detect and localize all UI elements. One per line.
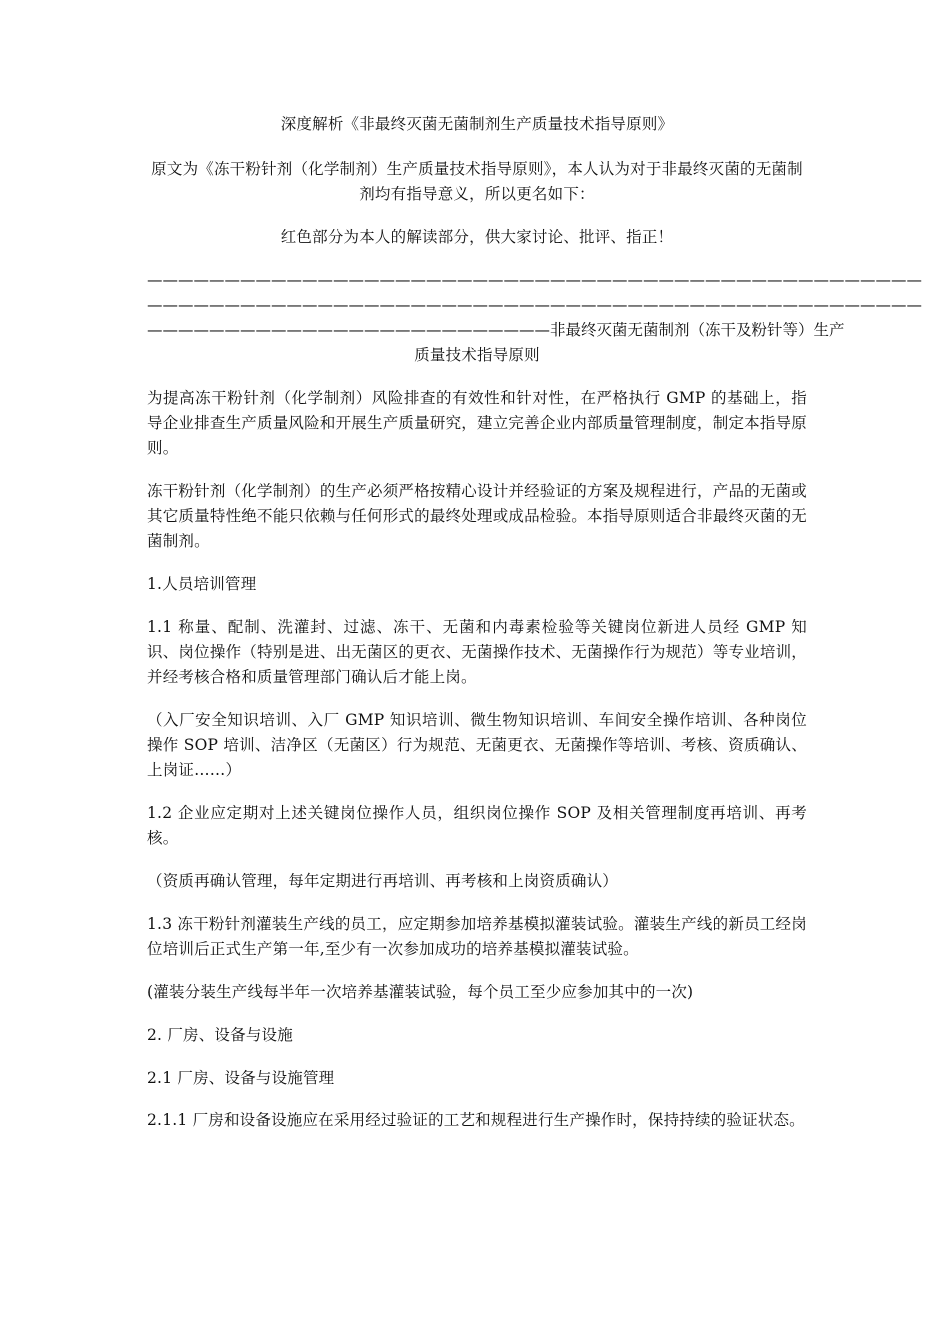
subtitle-line (147, 318, 845, 343)
item-1-1: 1.1 称量、配制、洗灌封、过滤、冻干、无菌和内毒素检验等关键岗位新进人员经 GMP 知识、岗位操作（特别是进、出无菌区的更衣、无菌操作技术、无菌操作行为规范）等专业培训，并经考核合格和质量管理部门确认后才能上岗。 (147, 618, 807, 686)
item-2-1: 2.1 厂房、设备与设施管理 (147, 1069, 335, 1087)
paragraph-purpose: 为提高冻干粉针剂（化学制剂）风险排查的有效性和针对性，在严格执行 GMP 的基础上，指导企业排查生产质量风险和开展生产质量研究，建立完善企业内部质量管理制度，制定本指导原则。 (147, 389, 807, 457)
separator-line: —————————————————————————————————————————————————— (147, 271, 922, 289)
separator-line: —————————————————————————————————————————————————— (147, 296, 922, 314)
note-1-2: （资质再确认管理，每年定期进行再培训、再考核和上岗资质确认） (147, 872, 619, 890)
item-1-2: 1.2 企业应定期对上述关键岗位操作人员，组织岗位操作 SOP 及相关管理制度再培训、再考核。 (147, 804, 807, 847)
note-1-3: (灌装分装生产线每半年一次培养基灌装试验，每个员工至少应参加其中的一次) (147, 983, 694, 1001)
interpretation-note: 红色部分为本人的解读部分，供大家讨论、批评、指正！ (280, 228, 674, 246)
item-1-3: 1.3 冻干粉针剂灌装生产线的员工，应定期参加培养基模拟灌装试验。灌装生产线的新员工经岗位培训后正式生产第一年,至少有一次参加成功的培养基模拟灌装试验。 (147, 915, 807, 958)
document-title: 深度解析《非最终灭菌无菌制剂生产质量技术指导原则》 (280, 115, 674, 133)
separator-and-subtitle (147, 268, 922, 368)
note-1-1: （入厂安全知识培训、入厂 GMP 知识培训、微生物知识培训、车间安全操作培训、各种岗位操作 SOP 培训、洁净区（无菌区）行为规范、无菌更衣、无菌操作等培训、考核、资质确认、上岗证……） (147, 711, 807, 779)
document-content (147, 112, 922, 1151)
separator-prefix: —————————————————————————— (147, 321, 550, 339)
paragraph-scope: 冻干粉针剂（化学制剂）的生产必须严格按精心设计并经验证的方案及规程进行，产品的无菌或其它质量特性绝不能只依赖与任何形式的最终处理或成品检验。本指导原则适合非最终灭菌的无菌制剂。 (147, 482, 807, 550)
subtitle-continuation: 质量技术指导原则 (414, 346, 540, 364)
item-2-1-1: 2.1.1 厂房和设备设施应在采用经过验证的工艺和规程进行生产操作时，保持持续的验证状态。 (147, 1111, 805, 1129)
section-heading-1: 1.人员培训管理 (147, 575, 257, 593)
intro-paragraph: 原文为《冻干粉针剂（化学制剂）生产质量技术指导原则》，本人认为对于非最终灭菌的无菌制剂均有指导意义，所以更名如下： (151, 160, 803, 203)
subtitle-text: 非最终灭菌无菌制剂（冻干及粉针等）生产 (550, 321, 845, 339)
section-heading-2: 2. 厂房、设备与设施 (147, 1026, 293, 1044)
